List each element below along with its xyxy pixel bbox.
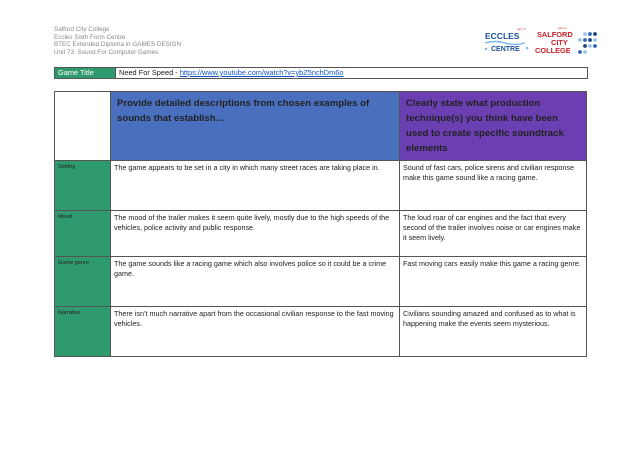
table-row [55,211,587,257]
header-line-course: BTEC Extended Diploma in GAMES DESIGN [54,41,182,49]
header-line-centre: Eccles Sixth Form Centre [54,33,126,41]
document-header [54,26,181,56]
game-title-name: Need For Speed - [119,68,180,77]
eccles-logo-part-of: part of [517,27,526,31]
salford-logo-dots [578,32,597,54]
game-title-value [116,68,344,78]
salford-logo-city: CITY [551,38,568,47]
header-line-unit: Unit 73: Sound For Computer Games [54,48,159,56]
salford-city-college-logo [532,25,602,57]
table-header-blank [55,92,111,161]
game-genre-description: The game sounds like a racing game which also involves police so it could be a crime game. [111,257,400,307]
table-header-row [55,92,587,161]
mood-description: The mood of the trailer makes it seem quite lively, mostly due to the high speeds of the vehicles, police activity and public response. [111,211,400,257]
eccles-logo-centre: CENTRE [491,46,520,53]
setting-description: The game appears to be set in a city in which many street races are taking place in. [111,161,400,211]
salford-logo-college: COLLEGE [535,46,571,55]
game-title-label: Game Title [55,68,116,78]
eccles-centre-logo [483,26,531,56]
salford-logo-part-of: part of [558,26,567,30]
game-title-row [54,67,588,79]
row-label-narrative: Narrative [55,307,111,357]
youtube-link[interactable]: https://www.youtube.com/watch?v=ybZ5nchDm6o [179,68,344,77]
salford-logo-name: SALFORD [537,30,573,39]
game-genre-technique: Fast moving cars easily make this game a racing genre. [400,257,587,307]
row-label-game-genre: Game genre [55,257,111,307]
narrative-technique: Civilians sounding amazed and confused as to what is happening make the events seem mysterious. [400,307,587,357]
techniques-heading: Clearly state what production technique(s) you think have been used to create specific soundtrack elements [400,92,587,161]
header-line-college: Salford City College [54,26,110,33]
sound-analysis-table [54,91,587,357]
table-row [55,257,587,307]
narrative-description: There isn’t much narrative apart from the occasional civilian response to the fast moving vehicles. [111,307,400,357]
row-label-setting: Setting [55,161,111,211]
eccles-logo-name: ECCLES [485,31,520,41]
table-row [55,161,587,211]
setting-technique: Sound of fast cars, police sirens and civilian response make this game sound like a racing game. [400,161,587,211]
descriptions-heading: Provide detailed descriptions from chosen examples of sounds that establish… [111,92,400,161]
mood-technique: The loud roar of car engines and the fact that every second of the trailer involves noise or car engines make it seem lively. [400,211,587,257]
row-label-mood: Mood [55,211,111,257]
table-row [55,307,587,357]
